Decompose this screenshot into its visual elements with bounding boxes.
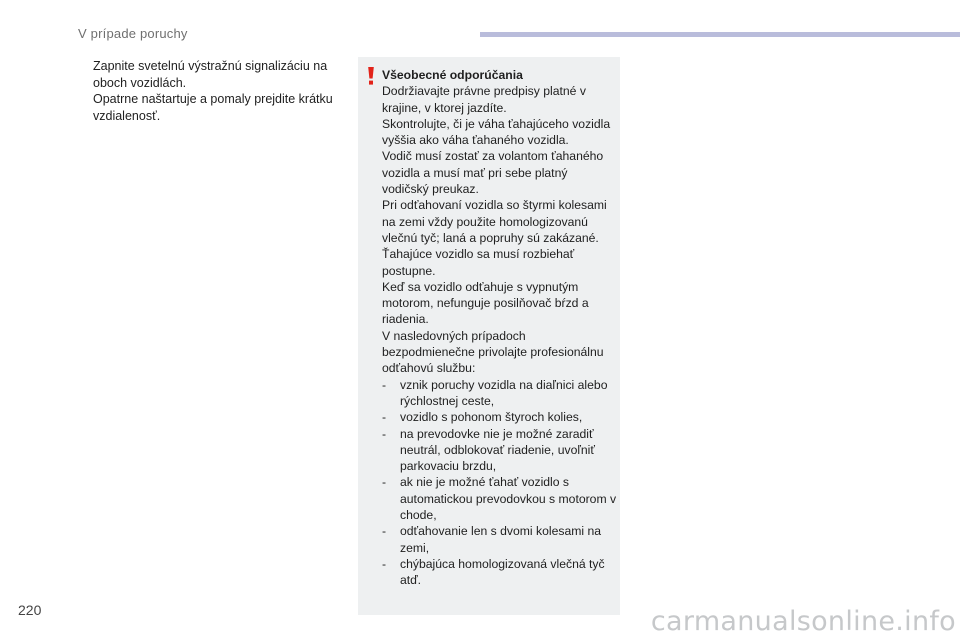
- warning-paragraph: Skontrolujte, či je váha ťahajúceho vozidla vyššia ako váha ťahaného vozidla.: [382, 116, 611, 148]
- watermark-link[interactable]: carmanualsonline.info: [650, 606, 956, 637]
- dash-marker: -: [382, 426, 387, 441]
- case-item: [382, 409, 617, 425]
- case-item: [382, 523, 617, 556]
- case-text: chýbajúca homologizovaná vlečná tyč atď.: [400, 556, 605, 588]
- instruction-text: Opatrne naštartuje a pomaly prejdite krátku vzdialenosť.: [93, 92, 333, 123]
- section-title: V prípade poruchy: [78, 26, 188, 41]
- dash-marker: -: [382, 556, 387, 571]
- warning-box: [358, 57, 620, 615]
- instruction-list: [76, 58, 338, 124]
- warning-title: Všeobecné odporúčania: [382, 68, 523, 82]
- case-item: [382, 377, 617, 410]
- dash-marker: -: [382, 524, 387, 539]
- warning-paragraph: Keď sa vozidlo odťahuje s vypnutým motorom, nefunguje posilňovač bŕzd a riadenia.: [382, 279, 589, 327]
- dash-marker: -: [382, 377, 387, 392]
- warning-paragraph: Pri odťahovaní vozidla so štyrmi kolesami na zemi vždy použite homologizovanú vlečnú tyč; laná a popruhy sú zakázané.: [382, 198, 607, 245]
- page-number: 220: [18, 602, 42, 618]
- instruction-item: [76, 91, 338, 124]
- case-text: odťahovanie len s dvomi kolesami na zemi,: [400, 524, 602, 555]
- header-bar: [480, 32, 960, 37]
- case-list: [382, 377, 617, 589]
- case-item: [382, 426, 617, 475]
- case-text: vozidlo s pohonom štyroch kolies,: [400, 410, 583, 425]
- warning-paragraph: Dodržiavajte právne predpisy platné v krajine, v ktorej jazdíte.: [382, 84, 586, 115]
- warning-paragraph: Ťahajúce vozidlo sa musí rozbiehať postupne.: [382, 247, 575, 278]
- case-text: ak nie je možné ťahať vozidlo s automatickou prevodovkou s motorom v chode,: [400, 475, 617, 523]
- case-item: [382, 474, 617, 523]
- dash-marker: -: [382, 475, 387, 490]
- dash-marker: -: [382, 410, 387, 425]
- warning-paragraph: Vodič musí zostať za volantom ťahaného vozidla a musí mať pri sebe platný vodičský preukaz.: [382, 149, 604, 197]
- warning-content: [382, 67, 617, 589]
- warning-paragraph: V nasledovných prípadoch bezpodmienečne privolajte profesionálnu odťahovú službu:: [382, 328, 604, 376]
- case-text: na prevodovke nie je možné zaradiť neutrál, odblokovať riadenie, uvoľniť parkovaciu brzdu,: [400, 426, 595, 474]
- instruction-text: Zapnite svetelnú výstražnú signalizáciu na oboch vozidlách.: [93, 59, 328, 90]
- case-item: [382, 556, 617, 589]
- case-text: vznik poruchy vozidla na diaľnici alebo rýchlostnej ceste,: [400, 377, 608, 408]
- instruction-item: [76, 58, 338, 91]
- exclamation-icon: [366, 67, 376, 85]
